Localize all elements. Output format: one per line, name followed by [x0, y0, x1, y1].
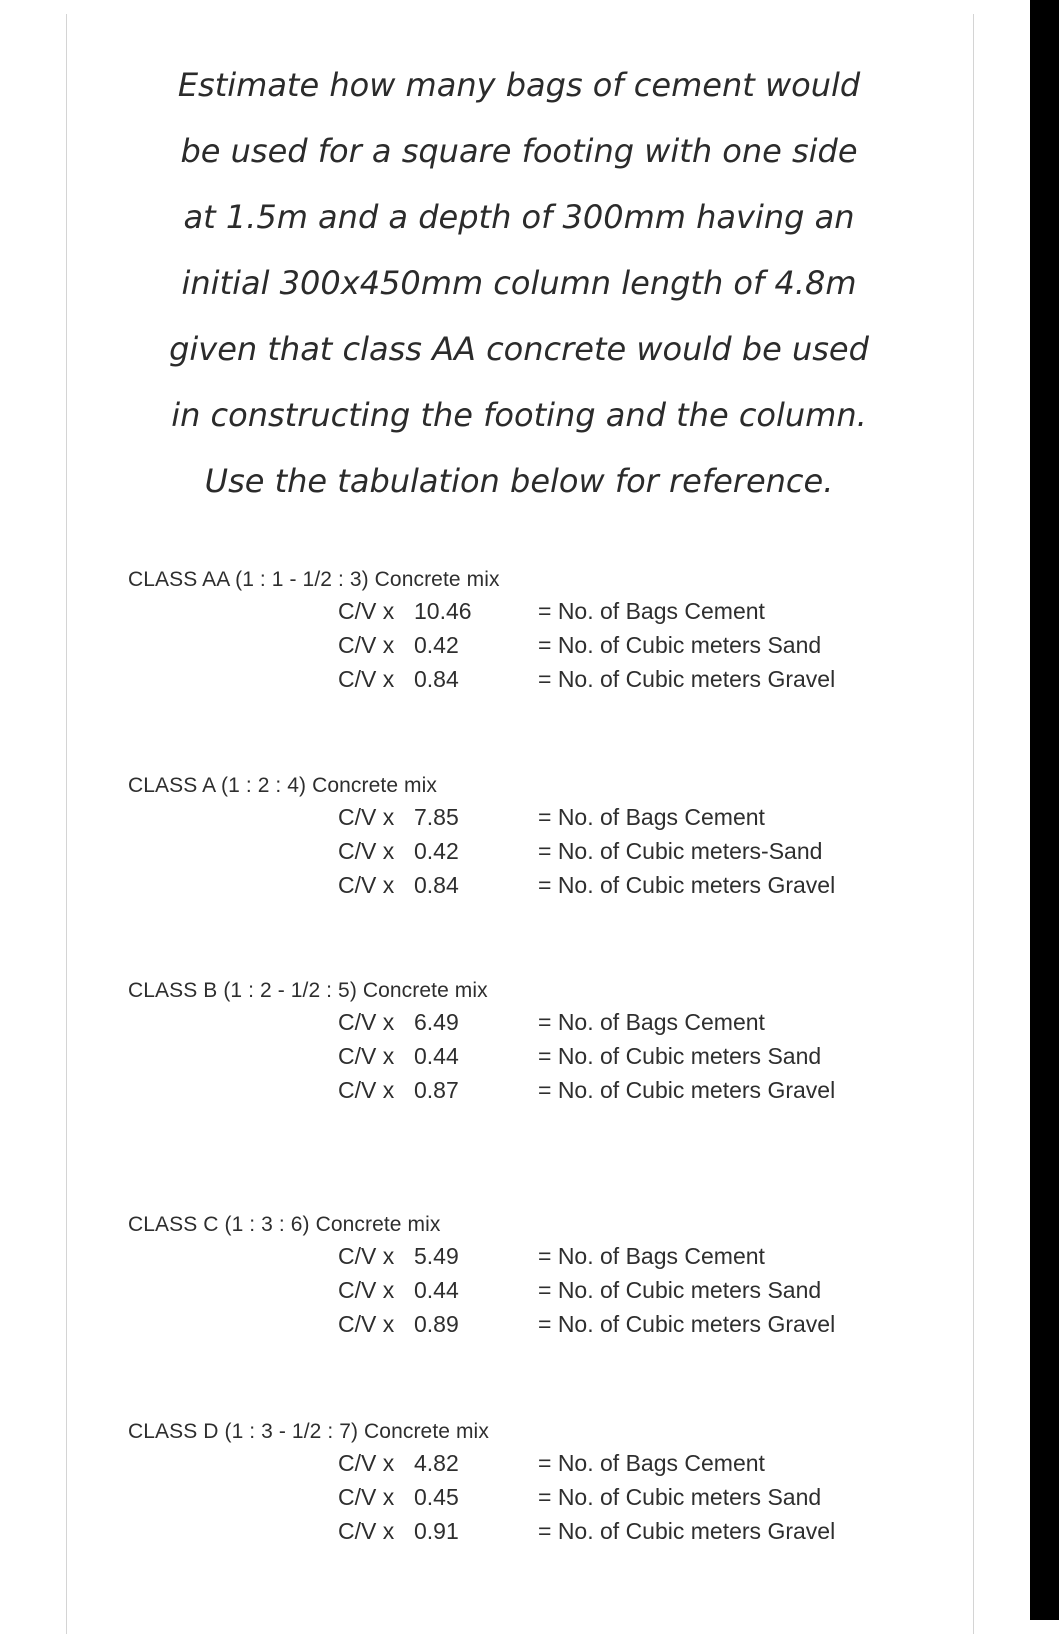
cv-label: C/V x	[338, 1009, 395, 1035]
factor-value: 10.46	[414, 598, 472, 624]
result-label: = No. of Cubic meters-Sand	[538, 838, 823, 864]
question-line: given that class AA concrete would be used	[169, 330, 869, 368]
mix-title: CLASS A (1 : 2 : 4) Concrete mix	[128, 774, 437, 797]
factor-value: 0.44	[414, 1043, 459, 1069]
question-line: initial 300x450mm column length of 4.8m	[181, 264, 857, 302]
mix-row	[128, 662, 928, 696]
factor-value: 0.84	[414, 666, 459, 692]
cv-label: C/V x	[338, 1518, 395, 1544]
question-line: in constructing the footing and the column.	[171, 396, 867, 434]
mix-block-class-aa	[128, 566, 928, 696]
result-label: = No. of Cubic meters Sand	[538, 1484, 822, 1510]
result-label: = No. of Bags Cement	[538, 804, 765, 830]
factor-value: 0.42	[414, 632, 459, 658]
cv-label: C/V x	[338, 1277, 395, 1303]
result-label: = No. of Bags Cement	[538, 1243, 765, 1269]
cv-label: C/V x	[338, 804, 395, 830]
cv-label: C/V x	[338, 1243, 395, 1269]
factor-value: 0.91	[414, 1518, 459, 1544]
factor-value: 0.42	[414, 838, 459, 864]
mix-block-class-b	[128, 977, 928, 1107]
factor-value: 4.82	[414, 1450, 459, 1476]
result-label: = No. of Cubic meters Gravel	[538, 872, 836, 898]
result-label: = No. of Bags Cement	[538, 1450, 765, 1476]
result-label: = No. of Bags Cement	[538, 598, 765, 624]
mix-row	[128, 628, 928, 662]
mix-row	[128, 1239, 928, 1273]
mix-row	[128, 1273, 928, 1307]
factor-value: 6.49	[414, 1009, 459, 1035]
result-label: = No. of Cubic meters Gravel	[538, 1518, 836, 1544]
mix-title: CLASS D (1 : 3 - 1/2 : 7) Concrete mix	[128, 1420, 489, 1443]
factor-value: 0.87	[414, 1077, 459, 1103]
question-line: Estimate how many bags of cement would	[177, 66, 861, 104]
mix-row	[128, 868, 928, 902]
mix-title: CLASS C (1 : 3 : 6) Concrete mix	[128, 1213, 441, 1236]
cv-label: C/V x	[338, 598, 395, 624]
mix-row	[128, 594, 928, 628]
result-label: = No. of Cubic meters Sand	[538, 1277, 822, 1303]
mix-row	[128, 800, 928, 834]
mix-row	[128, 1073, 928, 1107]
result-label: = No. of Cubic meters Gravel	[538, 666, 836, 692]
question-line: at 1.5m and a depth of 300mm having an	[183, 198, 855, 236]
mix-title: CLASS AA (1 : 1 - 1/2 : 3) Concrete mix	[128, 568, 500, 591]
result-label: = No. of Cubic meters Sand	[538, 632, 822, 658]
result-label: = No. of Cubic meters Gravel	[538, 1311, 836, 1337]
cv-label: C/V x	[338, 1484, 395, 1510]
mix-block-class-a	[128, 772, 928, 902]
mix-row	[128, 1480, 928, 1514]
cv-label: C/V x	[338, 632, 395, 658]
cv-label: C/V x	[338, 1043, 395, 1069]
cv-label: C/V x	[338, 1077, 395, 1103]
cv-label: C/V x	[338, 666, 395, 692]
mix-row	[128, 1514, 928, 1548]
mix-row	[128, 1446, 928, 1480]
cv-label: C/V x	[338, 872, 395, 898]
factor-value: 0.45	[414, 1484, 459, 1510]
mix-row	[128, 1307, 928, 1341]
mix-title: CLASS B (1 : 2 - 1/2 : 5) Concrete mix	[128, 979, 488, 1002]
result-label: = No. of Cubic meters Gravel	[538, 1077, 836, 1103]
question-line: be used for a square footing with one side	[180, 132, 858, 170]
question-line: Use the tabulation below for reference.	[204, 462, 834, 500]
mix-block-class-c	[128, 1211, 928, 1341]
cv-label: C/V x	[338, 838, 395, 864]
mix-row	[128, 1005, 928, 1039]
mix-row	[128, 834, 928, 868]
result-label: = No. of Bags Cement	[538, 1009, 765, 1035]
factor-value: 7.85	[414, 804, 459, 830]
factor-value: 0.89	[414, 1311, 459, 1337]
cv-label: C/V x	[338, 1450, 395, 1476]
factor-value: 0.84	[414, 872, 459, 898]
factor-value: 0.44	[414, 1277, 459, 1303]
mix-block-class-d	[128, 1418, 928, 1548]
mix-row	[128, 1039, 928, 1073]
cv-label: C/V x	[338, 1311, 395, 1337]
result-label: = No. of Cubic meters Sand	[538, 1043, 822, 1069]
factor-value: 5.49	[414, 1243, 459, 1269]
scrollbar-edge	[1030, 0, 1059, 1620]
question-text	[66, 52, 972, 514]
